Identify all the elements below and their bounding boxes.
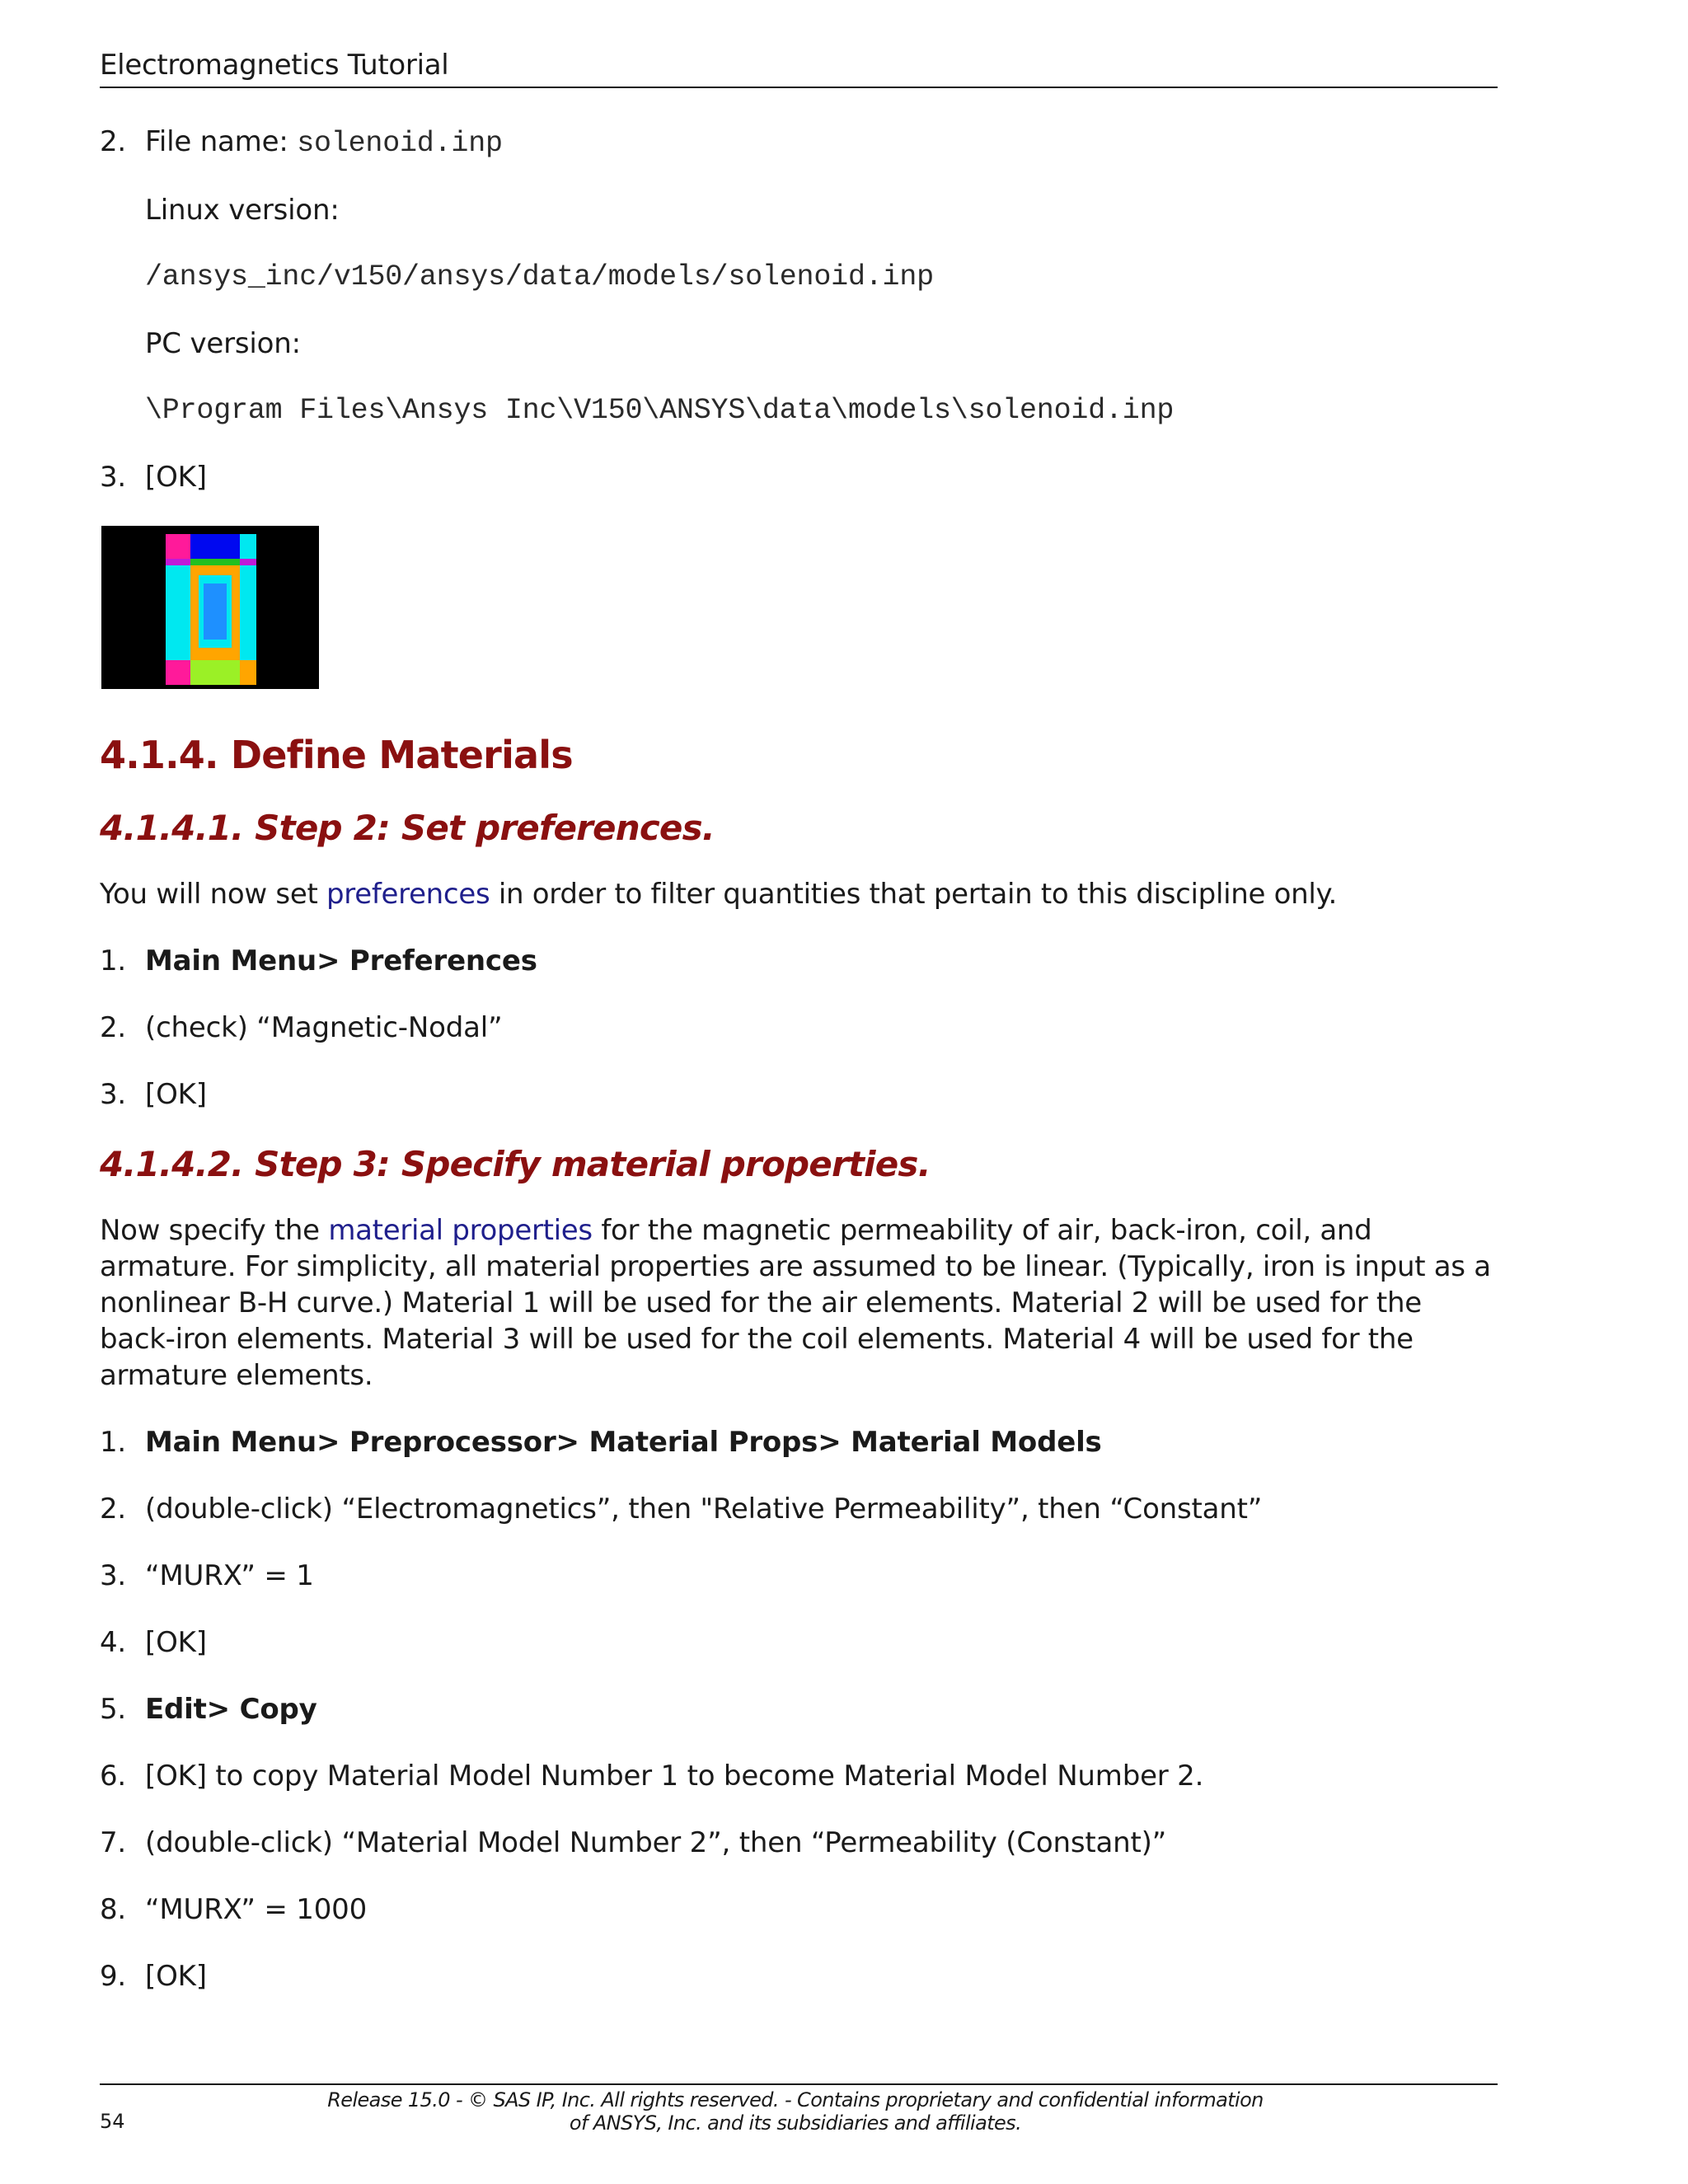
step2-intro: You will now set preferences in order to filter quantities that pertain to this discipline only.	[100, 878, 1337, 911]
step-ok	[100, 459, 1498, 495]
step-number: 3.	[100, 1559, 127, 1592]
footer-copyright: Release 15.0 - © SAS IP, Inc. All rights reserved. - Contains proprietary and confidential information of ANSYS, Inc. and its subsidiaries and affiliates.	[327, 2088, 1264, 2135]
step-label: File name:	[145, 125, 298, 158]
step-number: 3.	[100, 1078, 127, 1111]
step-text: Main Menu> Preprocessor> Material Props> Material Models	[145, 1426, 1102, 1459]
step-file-name	[100, 124, 1498, 162]
solenoid-model-figure	[101, 526, 319, 689]
step-text: Main Menu> Preferences	[145, 944, 537, 977]
file-name-code: solenoid.inp	[297, 127, 503, 160]
step-text: Edit> Copy	[145, 1693, 317, 1726]
figure-block-left-column	[166, 565, 190, 660]
step3-item	[100, 1424, 1498, 1460]
running-header: Electromagnetics Tutorial	[100, 49, 449, 82]
step2-item	[100, 1076, 1498, 1113]
linux-path-code: /ansys_inc/v150/ansys/data/models/solenoid.inp	[145, 260, 934, 293]
page-number: 54	[100, 2110, 125, 2133]
footer-divider	[100, 2083, 1498, 2085]
step-number: 6.	[100, 1760, 127, 1793]
step-text: (check) “Magnetic-Nodal”	[145, 1011, 503, 1044]
step2-item	[100, 943, 1498, 979]
page-content	[100, 124, 1498, 2025]
step-number: 7.	[100, 1826, 127, 1859]
step-number: 2.	[100, 125, 127, 158]
figure-block-strip-mid	[190, 559, 240, 565]
figure-block-right-column	[240, 565, 256, 660]
step-text: (double-click) “Material Model Number 2”, then “Permeability (Constant)”	[145, 1826, 1167, 1859]
step-number: 5.	[100, 1693, 127, 1726]
step-text: [OK] to copy Material Model Number 1 to become Material Model Number 2.	[145, 1760, 1204, 1793]
header-divider	[100, 87, 1498, 88]
step3-item	[100, 1758, 1498, 1794]
figure-block-top-left	[166, 534, 190, 559]
step-number: 1.	[100, 1426, 127, 1459]
step-text: “MURX” = 1	[145, 1559, 314, 1592]
step-number: 3.	[100, 461, 127, 494]
step-text: (double-click) “Electromagnetics”, then "Relative Permeability”, then “Constant”	[145, 1493, 1263, 1526]
material-properties-link[interactable]: material properties	[328, 1214, 593, 1247]
step3-item	[100, 1624, 1498, 1661]
pc-version-label: PC version:	[145, 327, 301, 360]
step3-title: 4.1.4.2. Step 3: Specify material properties.	[100, 1144, 931, 1184]
figure-block-top-center	[190, 534, 240, 559]
figure-block-bottom-right	[240, 660, 256, 685]
step3-item	[100, 1691, 1498, 1727]
step-text: [OK]	[145, 1626, 207, 1659]
step3-item	[100, 1491, 1498, 1527]
step3-item	[100, 1825, 1498, 1861]
step2-title: 4.1.4.1. Step 2: Set preferences.	[100, 808, 715, 848]
step-number: 2.	[100, 1011, 127, 1044]
figure-block-coil	[204, 583, 227, 640]
step-number: 8.	[100, 1893, 127, 1926]
step-text: [OK]	[145, 1078, 207, 1111]
step-text: “MURX” = 1000	[145, 1893, 368, 1926]
step-number: 4.	[100, 1626, 127, 1659]
figure-block-top-right	[240, 534, 256, 559]
section-title: 4.1.4. Define Materials	[100, 733, 573, 777]
linux-version-label: Linux version:	[145, 194, 340, 227]
step-number: 1.	[100, 944, 127, 977]
step3-intro: Now specify the material properties for the magnetic permeability of air, back-iron, coil, and armature. For simplicity, all material properties are assumed to be linear. (Typically, iron is input as a nonlinear B-H curve.) Material 1 will be used for the air elements. Material 2 will be used for the back-iron elements. Material 3 will be used for the coil elements. Material 4 will be used for the armature elements.	[100, 1214, 1491, 1392]
step3-item	[100, 1891, 1498, 1928]
preferences-link[interactable]: preferences	[326, 878, 490, 911]
figure-block-bottom-left	[166, 660, 190, 685]
step-text: [OK]	[145, 1960, 207, 1993]
figure-block-bottom-center	[190, 660, 240, 685]
pc-path-code: \Program Files\Ansys Inc\V150\ANSYS\data\models\solenoid.inp	[145, 394, 1175, 427]
step-number: 9.	[100, 1960, 127, 1993]
step3-item	[100, 1558, 1498, 1594]
step2-item	[100, 1010, 1498, 1046]
step-number: 2.	[100, 1493, 127, 1526]
step-text: [OK]	[145, 461, 207, 494]
step3-item	[100, 1958, 1498, 1994]
